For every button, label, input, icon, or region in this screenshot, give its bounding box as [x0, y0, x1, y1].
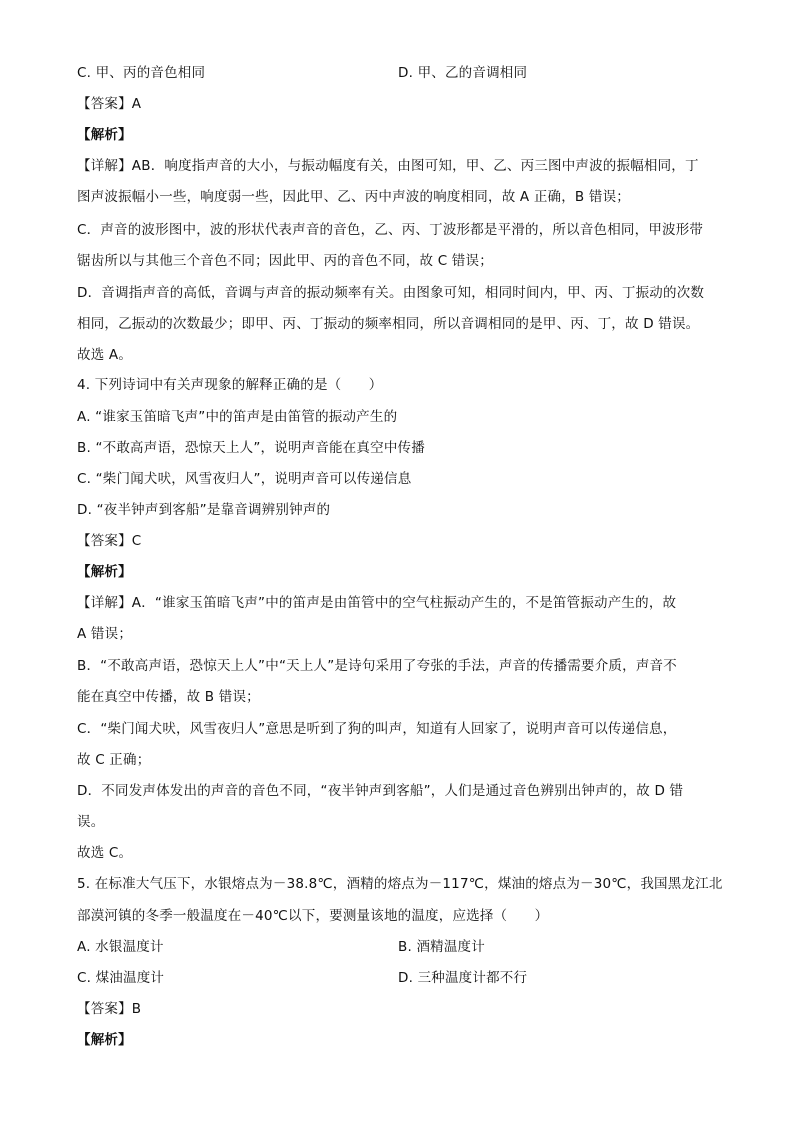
- q4-stem: 4. 下列诗词中有关声现象的解释正确的是（ ）: [77, 377, 383, 393]
- q5-option-d: D. 三种温度计都不行: [398, 970, 528, 986]
- q3-detail-line: 相同，乙振动的次数最少；即甲、丙、丁振动的频率相同，所以音调相同的是甲、丙、丁，故 D 错误。: [77, 316, 700, 332]
- q3-option-d: D. 甲、乙的音调相同: [398, 65, 528, 81]
- q4-answer: 【答案】C: [77, 533, 142, 549]
- q5-option-b: B. 酒精温度计: [398, 939, 485, 955]
- q4-detail-line: D．不同发声体发出的声音的音色不同，“夜半钟声到客船”，人们是通过音色辨别出钟声的，故 D 错: [77, 783, 684, 799]
- q4-detail-line: 能在真空中传播，故 B 错误；: [77, 689, 260, 705]
- q4-detail-line: 故 C 正确；: [77, 752, 151, 768]
- q4-detail-line: 误。: [77, 814, 105, 830]
- q5-stem-line: 部漠河镇的冬季一般温度在－40℃以下，要测量该地的温度，应选择（ ）: [77, 908, 549, 924]
- q3-detail-line: D．音调指声音的高低，音调与声音的振动频率有关。由图象可知，相同时间内，甲、丙、丁振动的次数: [77, 285, 705, 301]
- q4-option-d: D. “夜半钟声到客船”是靠音调辨别钟声的: [77, 502, 331, 518]
- q3-detail-line: 图声波振幅小一些，响度弱一些，因此甲、乙、丙中声波的响度相同，故 A 正确，B 错误；: [77, 189, 630, 205]
- q5-stem-line: 5. 在标准大气压下，水银熔点为－38.8℃，酒精的熔点为－117℃，煤油的熔点为－30℃，我国黑龙江北: [77, 876, 723, 892]
- q3-answer: 【答案】A: [77, 96, 142, 112]
- q4-analysis-heading: 【解析】: [77, 564, 132, 580]
- q4-option-c: C. “柴门闻犬吠，风雪夜归人”，说明声音可以传递信息: [77, 471, 412, 487]
- q5-analysis-heading: 【解析】: [77, 1032, 132, 1048]
- q4-detail-line: 【详解】A．“谁家玉笛暗飞声”中的笛声是由笛管中的空气柱振动产生的，不是笛管振动产生的，故: [77, 595, 677, 611]
- q4-detail-line: C．“柴门闻犬吠，风雪夜归人”意思是听到了狗的叫声，知道有人回家了，说明声音可以传递信息，: [77, 721, 677, 737]
- q3-conclusion: 故选 A。: [77, 347, 133, 363]
- q4-detail-line: A 错误；: [77, 626, 133, 642]
- q4-option-a: A. “谁家玉笛暗飞声”中的笛声是由笛管的振动产生的: [77, 409, 398, 425]
- q3-analysis-heading: 【解析】: [77, 127, 132, 143]
- q4-detail-line: B．“不敢高声语，恐惊天上人”中“天上人”是诗句采用了夸张的手法，声音的传播需要介质，声音不: [77, 658, 677, 674]
- q3-detail-line: 锯齿所以与其他三个音色不同；因此甲、丙的音色不同，故 C 错误；: [77, 253, 493, 269]
- q5-answer: 【答案】B: [77, 1001, 142, 1017]
- q3-detail-line: 【详解】AB．响度指声音的大小，与振动幅度有关，由图可知，甲、乙、丙三图中声波的振幅相同，丁: [77, 158, 699, 174]
- q5-option-c: C. 煤油温度计: [77, 970, 165, 986]
- q3-detail-line: C．声音的波形图中，波的形状代表声音的音色，乙、丙、丁波形都是平滑的，所以音色相同，甲波形带: [77, 222, 704, 238]
- q4-conclusion: 故选 C。: [77, 845, 133, 861]
- q5-option-a: A. 水银温度计: [77, 939, 164, 955]
- q4-option-b: B. “不敢高声语，恐惊天上人”，说明声音能在真空中传播: [77, 440, 425, 456]
- q3-option-c: C. 甲、丙的音色相同: [77, 65, 206, 81]
